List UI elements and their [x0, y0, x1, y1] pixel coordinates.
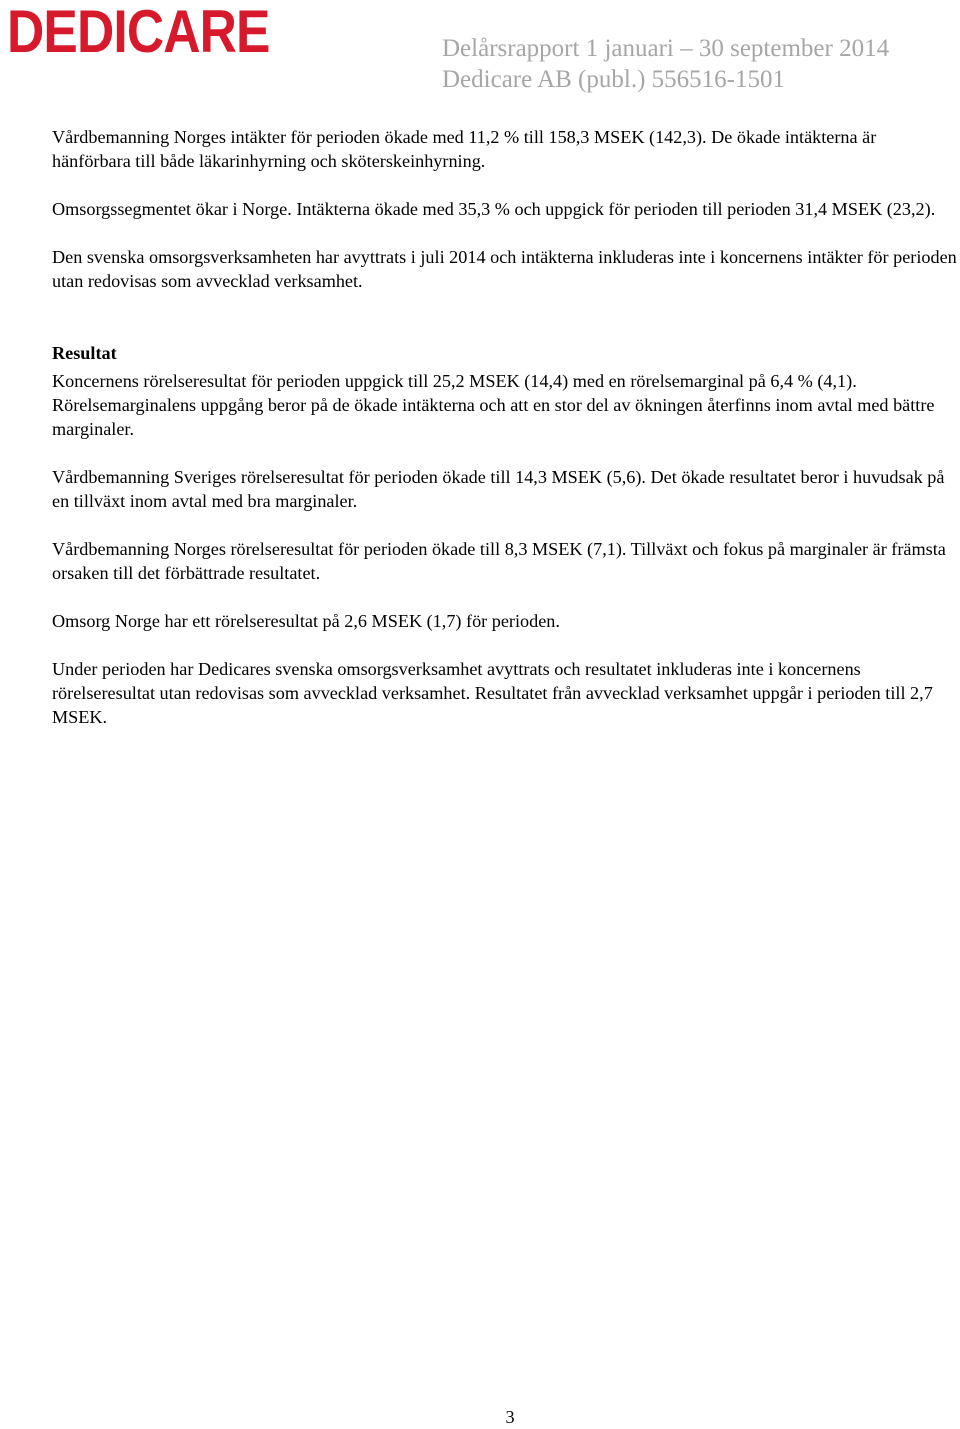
- paragraph-care-segment: Omsorgssegmentet ökar i Norge. Intäkterna ökade med 35,3 % och uppgick för perioden till perioden 31,4 MSEK (23,2).: [52, 199, 936, 219]
- paragraph-sweden-result: Vårdbemanning Sveriges rörelseresultat för perioden ökade till 14,3 MSEK (5,6). Det ökade resultatet beror i huvudsak på en tillväxt inom avtal med bra marginaler.: [52, 467, 945, 511]
- section-spacer: [52, 317, 957, 341]
- paragraph-care-norway-result: Omsorg Norge har ett rörelseresultat på 2,6 MSEK (1,7) för perioden.: [52, 611, 560, 631]
- section-heading-resultat: Resultat: [52, 343, 117, 363]
- paragraph-norway-revenue: Vårdbemanning Norges intäkter för perioden ökade med 11,2 % till 158,3 MSEK (142,3). De ökade intäkterna är hänförbara till både läkarinhyrning och sköterskeinhyrning.: [52, 127, 877, 171]
- paragraph-norway-result: Vårdbemanning Norges rörelseresultat för perioden ökade till 8,3 MSEK (7,1). Tillväxt och fokus på marginaler är främsta orsaken till det förbättrade resultatet.: [52, 539, 946, 583]
- paragraph-divestment: Den svenska omsorgsverksamheten har avyttrats i juli 2014 och intäkterna inkluderas inte i koncernens intäkter för perioden utan redovisas som avvecklad verksamhet.: [52, 247, 957, 291]
- company-identifier: Dedicare AB (publ.) 556516-1501: [442, 66, 785, 93]
- paragraph-group-result: Koncernens rörelseresultat för perioden uppgick till 25,2 MSEK (14,4) med en rörelsemarginal på 6,4 % (4,1). Rörelsemarginalens uppgång beror på de ökade intäkterna och att en stor del av ökningen återfinns inom avtal med bättre marginaler.: [52, 371, 935, 439]
- report-body: [52, 125, 957, 753]
- report-header: [442, 33, 889, 95]
- paragraph-discontinued-operations: Under perioden har Dedicares svenska omsorgsverksamhet avyttrats och resultatet inkluderas inte i koncernens rörelseresultat utan redovisas som avvecklad verksamhet. Resultatet från avvecklad verksamhet uppgår i perioden till 2,7 MSEK.: [52, 659, 933, 727]
- report-title: Delårsrapport 1 januari – 30 september 2014: [442, 35, 890, 62]
- page-number: 3: [505, 1407, 515, 1427]
- dedicare-logo: DEDICARE: [7, 0, 270, 65]
